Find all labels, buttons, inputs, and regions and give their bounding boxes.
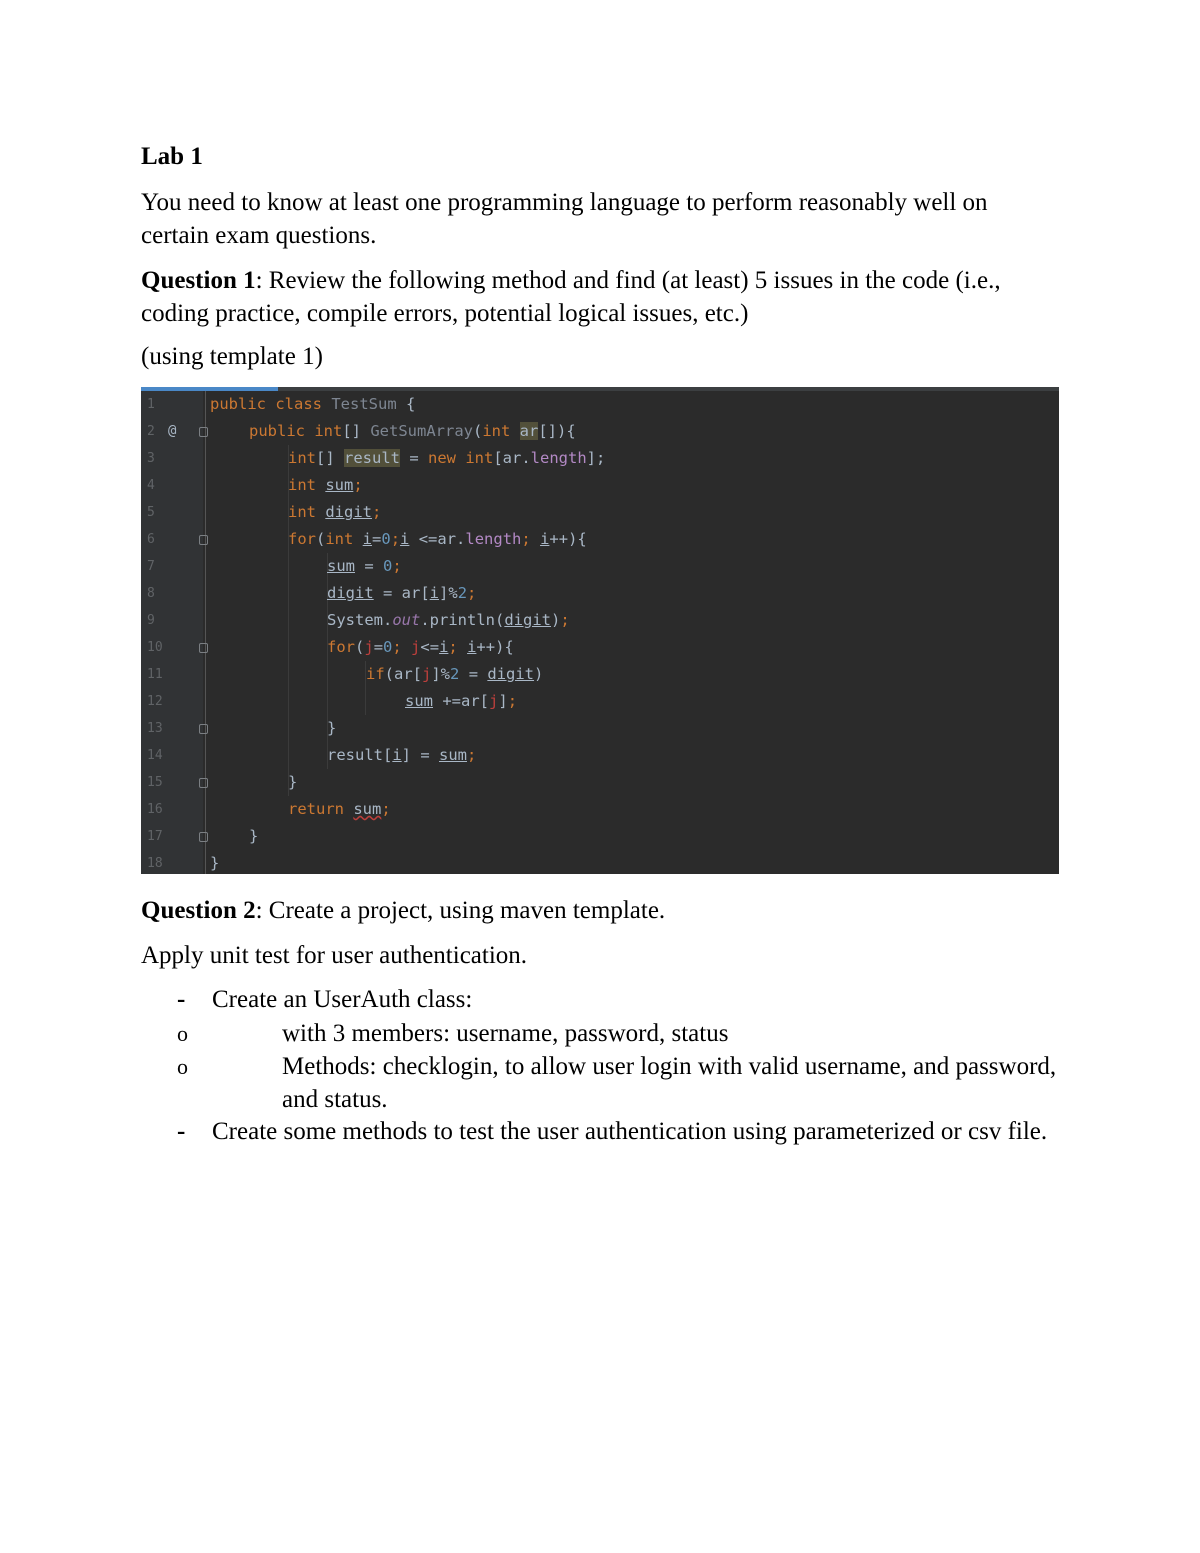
task-list xyxy=(141,984,1061,1147)
code-line: System.out.println(digit); xyxy=(327,611,570,629)
line-number: 10 xyxy=(147,640,163,655)
document-page xyxy=(141,140,1061,1147)
code-line: } xyxy=(249,827,259,845)
code-line: public class TestSum { xyxy=(210,395,416,413)
line-number: 12 xyxy=(147,694,163,709)
code-line: public int[] GetSumArray(int ar[]){ xyxy=(249,422,576,440)
code-line: for(int i=0;i <=ar.length; i++){ xyxy=(288,530,587,548)
list-item xyxy=(141,1050,1061,1116)
line-number: 15 xyxy=(147,775,163,790)
line-number: 18 xyxy=(147,856,163,871)
fold-marker-icon[interactable] xyxy=(199,778,208,788)
fold-marker-icon[interactable] xyxy=(199,427,208,437)
sub-list xyxy=(141,1017,1061,1116)
apply-paragraph: Apply unit test for user authentication. xyxy=(141,942,528,969)
code-line: int sum; xyxy=(288,476,363,494)
line-number: 11 xyxy=(147,667,163,682)
code-line: } xyxy=(327,719,337,737)
code-line: for(j=0; j<=i; i++){ xyxy=(327,638,514,656)
gutter-separator xyxy=(205,391,206,874)
question-2 xyxy=(141,894,1061,927)
code-line: sum = 0; xyxy=(327,557,402,575)
lab-title: Lab 1 xyxy=(141,143,203,170)
fold-marker-icon[interactable] xyxy=(199,724,208,734)
fold-marker-icon[interactable] xyxy=(199,832,208,842)
list-item-text: Methods: checklogin, to allow user login with valid username, and password, and status. xyxy=(282,1053,1057,1113)
code-line: return sum; xyxy=(288,800,391,818)
line-number: 8 xyxy=(147,586,155,601)
code-line: if(ar[j]%2 = digit) xyxy=(366,665,544,683)
code-line: digit = ar[i]%2; xyxy=(327,584,477,602)
intro-paragraph: You need to know at least one programming language to perform reasonably well on certain exam questions. xyxy=(141,189,988,249)
list-item xyxy=(141,984,1061,1116)
line-number: 6 xyxy=(147,532,155,547)
code-line: } xyxy=(288,773,298,791)
fold-marker-icon[interactable] xyxy=(199,643,208,653)
question-2-text: : Create a project, using maven template. xyxy=(255,897,666,924)
list-item-text: Create some methods to test the user authentication using parameterized or csv file. xyxy=(212,1118,1048,1145)
list-item xyxy=(141,1116,1061,1147)
line-number: 4 xyxy=(147,478,155,493)
question-2-label: Question 2 xyxy=(141,897,256,924)
line-number: 5 xyxy=(147,505,155,520)
line-number: 17 xyxy=(147,829,163,844)
line-number: 1 xyxy=(147,397,155,412)
code-line: sum +=ar[j]; xyxy=(405,692,518,710)
code-line: int digit; xyxy=(288,503,382,521)
line-number: 16 xyxy=(147,802,163,817)
question-1-label: Question 1 xyxy=(141,267,256,294)
line-number: 9 xyxy=(147,613,155,628)
line-number: 7 xyxy=(147,559,155,574)
code-editor-screenshot xyxy=(141,387,1059,874)
template-note: (using template 1) xyxy=(141,343,323,370)
line-number: 13 xyxy=(147,721,163,736)
code-line: int[] result = new int[ar.length]; xyxy=(288,449,606,467)
line-number: 14 xyxy=(147,748,163,763)
code-line: result[i] = sum; xyxy=(327,746,477,764)
fold-marker-icon[interactable] xyxy=(199,535,208,545)
code-line: } xyxy=(210,854,220,872)
override-marker-icon: @ xyxy=(168,423,177,439)
question-1-text: : Review the following method and find (at least) 5 issues in the code (i.e., coding practice, compile errors, potential logical issues, etc.) xyxy=(141,267,1001,327)
code-line-text xyxy=(0,0,1,1)
line-number: 2 xyxy=(147,424,155,439)
list-item xyxy=(141,1017,1061,1050)
question-1 xyxy=(141,264,1061,330)
list-item-text: with 3 members: username, password, status xyxy=(282,1020,729,1047)
list-item-text: Create an UserAuth class: xyxy=(212,986,473,1013)
line-number: 3 xyxy=(147,451,155,466)
